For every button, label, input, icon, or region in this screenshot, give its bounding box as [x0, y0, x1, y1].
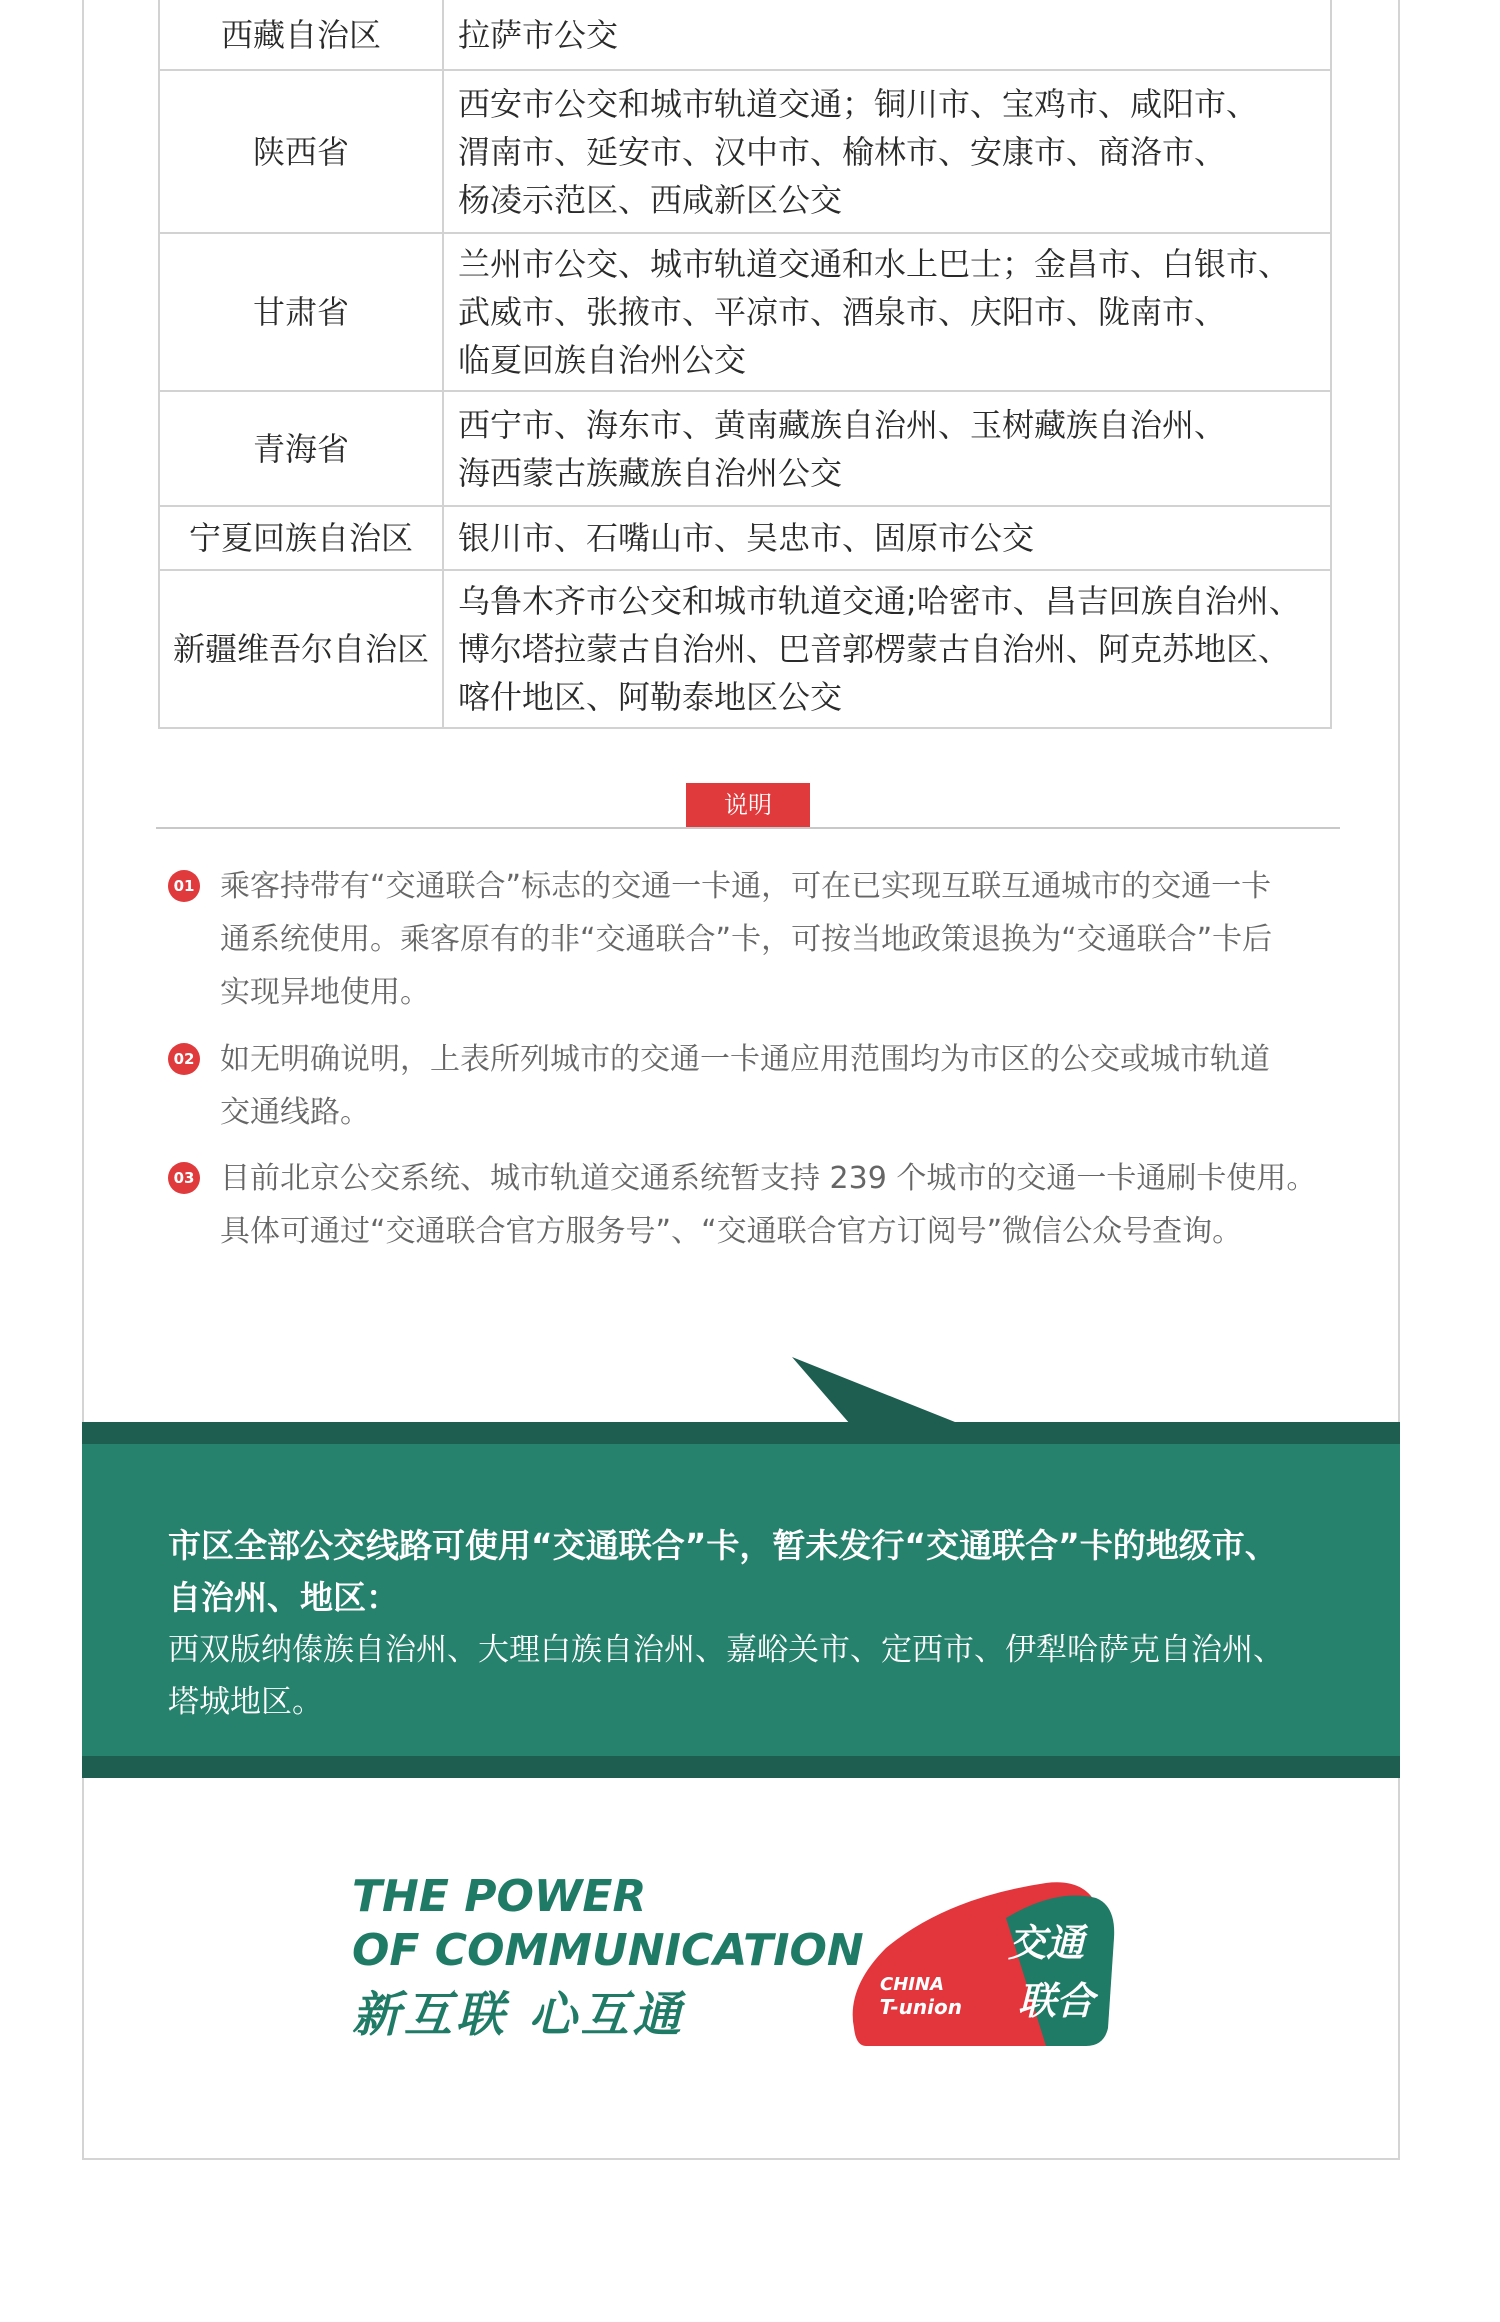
cities-line: 乌鲁木齐市公交和城市轨道交通;哈密市、昌吉回族自治州、	[458, 582, 1301, 620]
note-text	[220, 1033, 1338, 1139]
province-cell: 宁夏回族自治区	[159, 506, 443, 570]
note-line: 通系统使用。乘客原有的非“交通联合”卡，可按当地政策退换为“交通联合”卡后	[220, 922, 1273, 957]
cities-line: 银川市、石嘴山市、吴忠市、固原市公交	[458, 519, 1035, 557]
note-line: 乘客持带有“交通联合”标志的交通一卡通，可在已实现互联互通城市的交通一卡	[220, 869, 1272, 904]
province-cell: 陕西省	[159, 70, 443, 233]
banner-body-line: 塔城地区。	[168, 1684, 323, 1720]
logo-cn-top: 交通	[1007, 1921, 1084, 1965]
notes-title-badge: 说明	[686, 783, 810, 827]
city-table	[158, 0, 1332, 729]
table-row	[159, 70, 1331, 233]
slogan-en-line: OF COMMUNICATION	[352, 1925, 864, 1976]
note-text	[220, 860, 1338, 1019]
province-cell: 西藏自治区	[159, 0, 443, 70]
banner-title	[168, 1520, 1328, 1624]
logo-cn-bottom: 联合	[1017, 1979, 1094, 2023]
banner-title-line: 自治州、地区：	[168, 1578, 399, 1617]
slogan-cn: 新互联 心互通	[352, 1987, 685, 2043]
slogan-en-line: THE POWER	[352, 1871, 647, 1922]
t-union-logo	[846, 1878, 1136, 2046]
note-item	[168, 1033, 1338, 1139]
note-number-badge: 03	[168, 1162, 200, 1194]
cities-line: 博尔塔拉蒙古自治州、巴音郭楞蒙古自治州、阿克苏地区、	[458, 630, 1291, 668]
logo-en-bottom: T-union	[879, 1995, 962, 2019]
cities-line: 杨凌示范区、西咸新区公交	[458, 180, 843, 219]
table-row	[159, 391, 1331, 506]
banner-title-line: 市区全部公交线路可使用“交通联合”卡，暂未发行“交通联合”卡的地级市、	[168, 1526, 1278, 1565]
cities-line: 武威市、张掖市、平凉市、酒泉市、庆阳市、陇南市、	[458, 293, 1227, 331]
note-number-badge: 02	[168, 1043, 200, 1075]
table-row	[159, 233, 1331, 391]
table-row	[159, 570, 1331, 728]
cities-line: 拉萨市公交	[458, 15, 619, 54]
note-item	[168, 1152, 1338, 1258]
cities-line: 西宁市、海东市、黄南藏族自治州、玉树藏族自治州、	[458, 405, 1227, 444]
cities-line: 兰州市公交、城市轨道交通和水上巴士；金昌市、白银市、	[458, 245, 1291, 283]
note-line: 目前北京公交系统、城市轨道交通系统暂支持 239 个城市的交通一卡通刷卡使用。	[220, 1161, 1317, 1196]
note-line: 具体可通过“交通联合官方服务号”、“交通联合官方订阅号”微信公众号查询。	[220, 1214, 1243, 1249]
province-cell: 青海省	[159, 391, 443, 506]
table-row	[159, 0, 1331, 70]
cities-cell	[443, 570, 1331, 728]
cities-cell	[443, 233, 1331, 391]
note-line: 交通线路。	[220, 1095, 370, 1130]
note-number-badge: 01	[168, 870, 200, 902]
cities-line: 海西蒙古族藏族自治州公交	[458, 453, 843, 492]
cities-cell	[443, 506, 1331, 570]
cities-cell	[443, 391, 1331, 506]
cities-line: 临夏回族自治州公交	[458, 341, 747, 379]
cities-cell	[443, 70, 1331, 233]
province-cell: 甘肃省	[159, 233, 443, 391]
cities-line: 渭南市、延安市、汉中市、榆林市、安康市、商洛市、	[458, 132, 1227, 171]
note-text	[220, 1152, 1338, 1258]
cities-line: 西安市公交和城市轨道交通；铜川市、宝鸡市、咸阳市、	[458, 84, 1259, 123]
logo-en-top: CHINA	[880, 1974, 944, 1995]
province-cell: 新疆维吾尔自治区	[159, 570, 443, 728]
note-item	[168, 860, 1338, 1019]
note-line: 实现异地使用。	[220, 975, 430, 1010]
slogan	[352, 1870, 864, 2050]
cities-cell	[443, 0, 1331, 70]
banner-body-line: 西双版纳傣族自治州、大理白族自治州、嘉峪关市、定西市、伊犁哈萨克自治州、	[168, 1632, 1284, 1668]
notes-divider	[156, 827, 1340, 829]
note-line: 如无明确说明，上表所列城市的交通一卡通应用范围均为市区的公交或城市轨道	[220, 1042, 1270, 1077]
highlight-banner	[82, 1422, 1400, 1778]
banner-body	[168, 1624, 1328, 1728]
table-row	[159, 506, 1331, 570]
cities-line: 喀什地区、阿勒泰地区公交	[458, 678, 843, 716]
